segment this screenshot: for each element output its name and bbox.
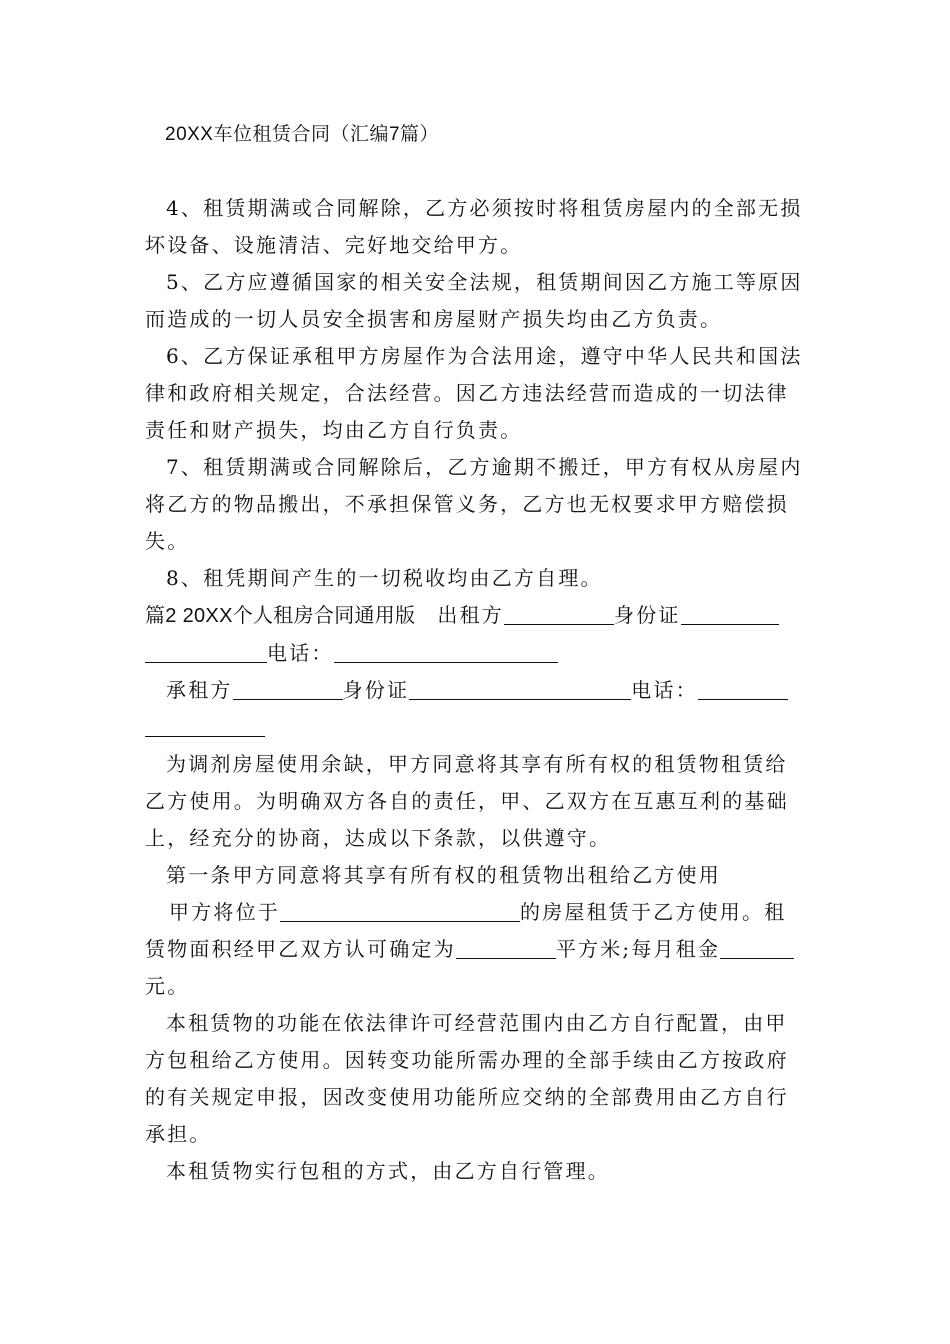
lessee-phone-blank-cont [145, 716, 265, 737]
clause-6: 6、乙方保证承租甲方房屋作为合法用途，遵守中华人民共和国法律和政府相关规定，合法经营。因乙方违法经营而造成的一切法律责任和财产损失，均由乙方自行负责。 [145, 344, 803, 442]
lessee-id-label: 身份证 [342, 678, 410, 702]
rent-blank [720, 938, 794, 959]
lessor-line [145, 597, 807, 672]
lessor-label: 出租方 [437, 603, 505, 627]
rent-text: 平方米;每月租金 [555, 937, 721, 961]
location-label: 甲方将位于 [169, 900, 280, 924]
clause-7: 7、租赁期满或合同解除后，乙方逾期不搬迁，甲方有权从房屋内将乙方的物品搬出，不承担保管义务，乙方也无权要求甲方赔偿损失。 [145, 455, 803, 553]
lessor-phone-label: 电话： [267, 641, 334, 665]
management-clause: 本租赁物实行包租的方式，由乙方自行管理。 [166, 1159, 610, 1183]
lessor-id-blank [681, 604, 779, 625]
clause-8: 8、租凭期间产生的一切税收均由乙方自理。 [166, 566, 603, 590]
function-clause: 本租赁物的功能在依法律许可经营范围内由乙方自行配置，由甲方包租给乙方使用。因转变功能所需办理的全部手续由乙方按政府的有关规定申报，因改变使用功能所应交纳的全部费用由乙方自行承担。 [145, 1011, 789, 1146]
lessee-id-blank [409, 679, 631, 700]
lessor-id-label: 身份证 [614, 603, 681, 627]
document-title: 20XX车位租赁合同（汇编7篇） [165, 124, 440, 145]
area-blank [456, 938, 556, 959]
lessee-line [145, 672, 807, 746]
clause-4: 4、租赁期满或合同解除，乙方必须按时将租赁房屋内的全部无损坏设备、设施清洁、完好地交给甲方。 [145, 196, 803, 257]
lessor-id-blank-cont [145, 642, 267, 663]
section2-heading: 篇2 20XX个人租房合同通用版 [145, 605, 416, 627]
article-1-body [145, 894, 807, 1005]
intro-paragraph: 为调剂房屋使用余缺，甲方同意将其享有所有权的租赁物租赁给乙方使用。为明确双方各自的责任，甲、乙双方在互惠互利的基础上，经充分的协商，达成以下条款，以供遵守。 [145, 752, 789, 850]
article-1-title: 第一条甲方同意将其享有所有权的租赁物出租给乙方使用 [166, 863, 721, 887]
lessee-label: 承租方 [166, 678, 233, 702]
clause-5: 5、乙方应遵循国家的相关安全法规，租赁期间因乙方施工等原因而造成的一切人员安全损害和房屋财产损失均由乙方负责。 [145, 270, 803, 331]
lessee-phone-blank [698, 679, 788, 700]
yuan-text: 元。 [145, 974, 190, 998]
location-blank [280, 901, 520, 922]
area-text: 的房屋租赁于乙方使用。租赁物面积经甲乙双方认可确定为 [145, 900, 787, 961]
document-body [145, 190, 807, 1190]
lessee-phone-label: 电话： [631, 678, 698, 702]
lessor-name-blank [504, 604, 614, 625]
lessor-phone-blank [334, 642, 558, 663]
lessee-name-blank [233, 679, 343, 700]
